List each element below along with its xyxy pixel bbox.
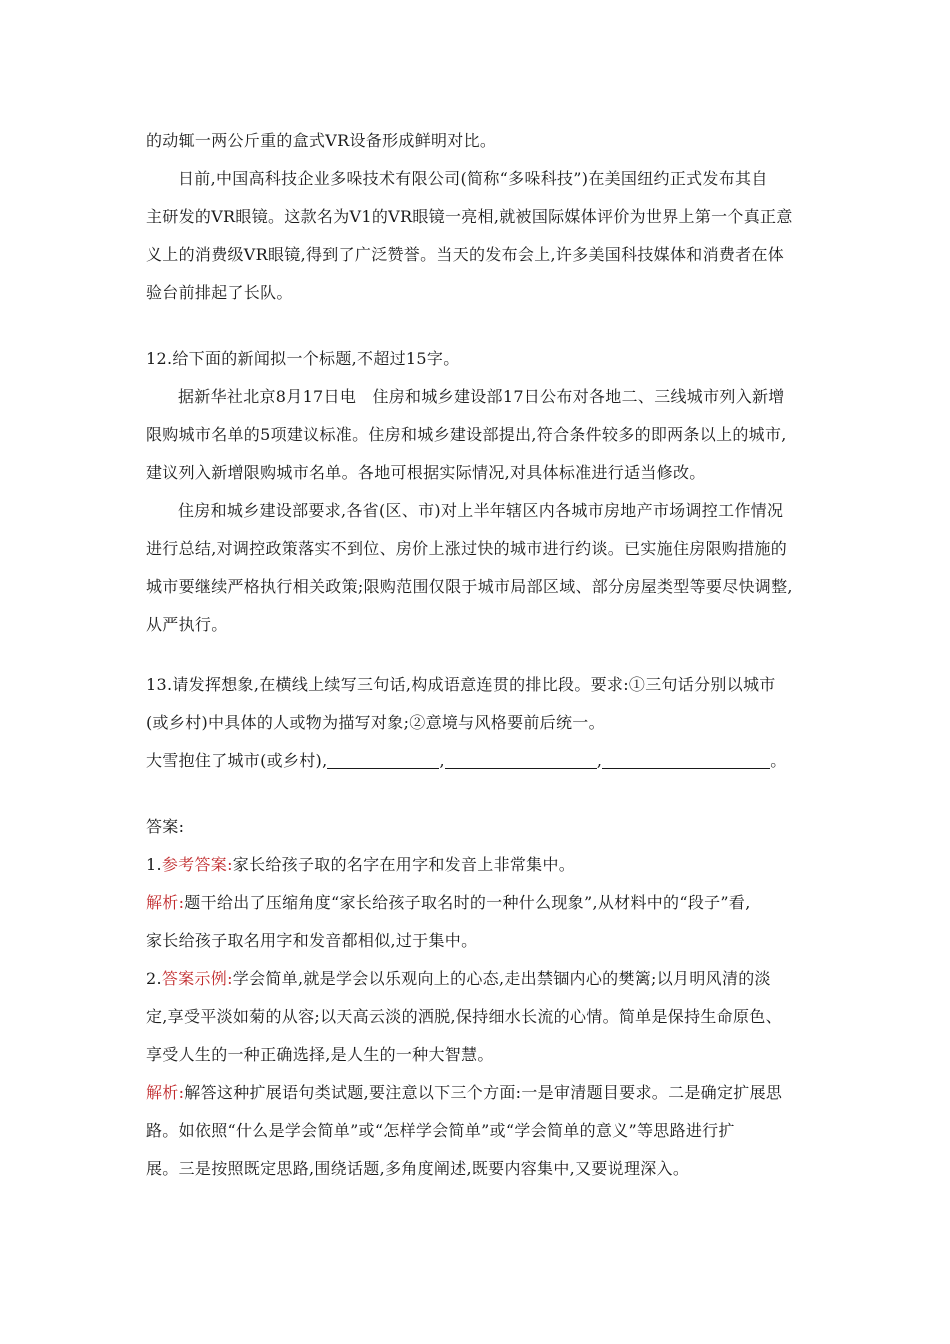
analysis-text: 解答这种扩展语句类试题,要注意以下三个方面:一是审清题目要求。二是确定扩展思 — [184, 1083, 783, 1102]
answer-2-cont: 享受人生的一种正确选择,是人生的一种大智慧。 — [146, 1045, 494, 1064]
answer-text: 家长给孩子取的名字在用字和发音上非常集中。 — [232, 855, 576, 874]
question-13-prompt: 13.请发挥想象,在横线上续写三句话,构成语意连贯的排比段。要求:①三句话分别以城市 — [146, 675, 776, 694]
passage-line: 义上的消费级VR眼镜,得到了广泛赞誉。当天的发布会上,许多美国科技媒体和消费者在体 — [146, 245, 785, 264]
q12-news-line: 从严执行。 — [146, 615, 228, 634]
analysis-1 — [146, 884, 814, 922]
analysis-2-cont: 展。三是按照既定思路,围绕话题,多角度阐述,既要内容集中,又要说理深入。 — [146, 1159, 690, 1178]
answer-1 — [146, 846, 814, 884]
passage-line: 主研发的VR眼镜。这款名为V1的VR眼镜一亮相,就被国际媒体评价为世界上第一个真正意 — [146, 207, 793, 226]
q12-news-line: 城市要继续严格执行相关政策;限购范围仅限于城市局部区域、部分房屋类型等要尽快调整, — [146, 577, 793, 596]
q13-sep: , — [596, 751, 603, 770]
answer-2-cont: 定,享受平淡如菊的从容;以天高云淡的洒脱,保持细水长流的心情。简单是保持生命原色、 — [146, 1007, 782, 1026]
passage-line: 验台前排起了长队。 — [146, 283, 293, 302]
answer-number: 1. — [146, 855, 162, 874]
q13-sep: , — [439, 751, 445, 770]
analysis-text: 题干给出了压缩角度“家长给孩子取名时的一种什么现象”,从材料中的“段子”看, — [184, 893, 751, 912]
answers-heading: 答案: — [146, 817, 185, 836]
fill-blank-2[interactable] — [445, 750, 597, 769]
q12-news-line: 建议列入新增限购城市名单。各地可根据实际情况,对具体标准进行适当修改。 — [146, 463, 706, 482]
q12-news-line: 住房和城乡建设部要求,各省(区、市)对上半年辖区内各城市房地产市场调控工作情况 — [178, 501, 784, 520]
answer-number: 2. — [146, 969, 162, 988]
spacer — [146, 780, 814, 808]
passage-line: 的动辄一两公斤重的盒式VR设备形成鲜明对比。 — [146, 131, 497, 150]
passage-line: 日前,中国高科技企业多哚技术有限公司(简称“多哚科技”)在美国纽约正式发布其自 — [178, 169, 768, 188]
spacer — [146, 312, 814, 340]
question-13-prompt-cont: (或乡村)中具体的人或物为描写对象;②意境与风格要前后统一。 — [146, 713, 605, 732]
analysis-label: 解析: — [146, 1083, 185, 1102]
q13-lead: 大雪抱住了城市(或乡村), — [146, 751, 328, 770]
answer-2 — [146, 960, 814, 998]
q13-fill-line — [146, 742, 814, 780]
document-page — [146, 122, 814, 1188]
q12-news-line: 据新华社北京8月17日电 住房和城乡建设部17日公布对各地二、三线城市列入新增 — [178, 387, 785, 406]
answer-text: 学会简单,就是学会以乐观向上的心态,走出禁锢内心的樊篱;以月明风清的淡 — [232, 969, 771, 988]
q12-news-line: 进行总结,对调控政策落实不到位、房价上涨过快的城市进行约谈。已实施住房限购措施的 — [146, 539, 788, 558]
answer-label: 答案示例: — [161, 969, 233, 988]
q12-news-line: 限购城市名单的5项建议标准。住房和城乡建设部提出,符合条件较多的即两条以上的城市, — [146, 425, 787, 444]
analysis-1-cont: 家长给孩子取名用字和发音都相似,过于集中。 — [146, 931, 478, 950]
analysis-2-cont: 路。如依照“什么是学会简单”或“怎样学会简单”或“学会简单的意义”等思路进行扩 — [146, 1121, 735, 1140]
answer-label: 参考答案: — [161, 855, 233, 874]
spacer — [146, 644, 814, 666]
fill-blank-1[interactable] — [327, 750, 439, 769]
question-12-prompt: 12.给下面的新闻拟一个标题,不超过15字。 — [146, 349, 460, 368]
fill-blank-3[interactable] — [602, 750, 770, 769]
analysis-2 — [146, 1074, 814, 1112]
analysis-label: 解析: — [146, 893, 185, 912]
q13-end: 。 — [770, 751, 787, 770]
